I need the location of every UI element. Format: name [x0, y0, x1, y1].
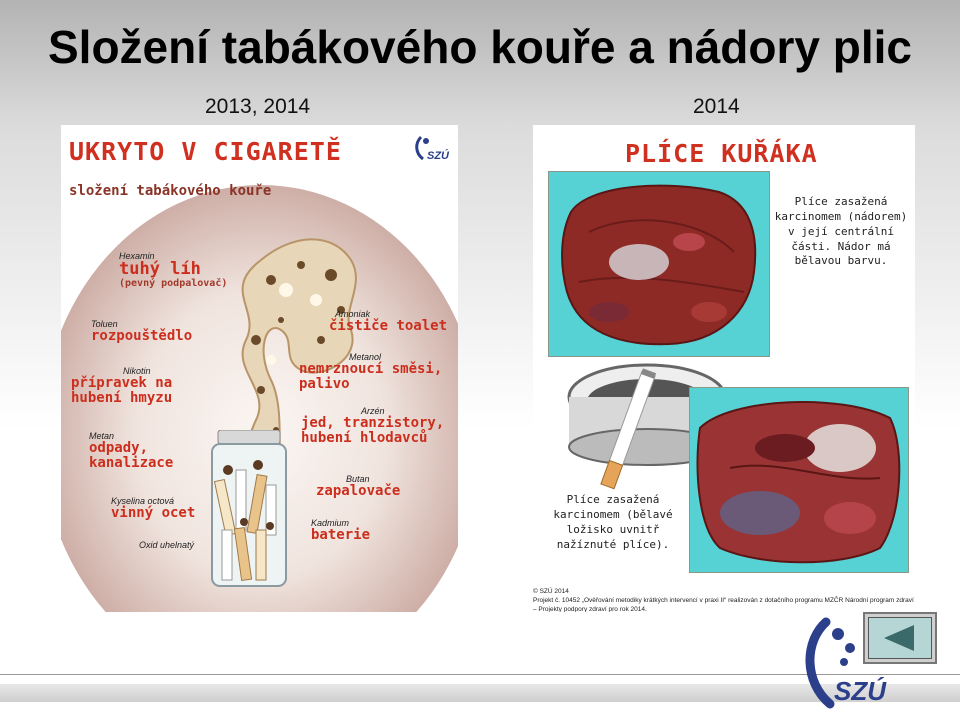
triangle-left-icon	[880, 623, 920, 653]
lung-note-central: Plíce zasažená karcinomem (nádorem) v její centrální části. Nádor má bělavou barvu.	[774, 195, 908, 268]
lung-photo-bottom	[689, 387, 909, 573]
poster-right-title: PLÍCE KUŘÁKA	[625, 139, 818, 168]
label-toluen: Toluen rozpouštědlo	[91, 319, 193, 345]
poster-left-subtitle: složení tabákového kouře	[69, 183, 272, 199]
burning-cigarette-image	[593, 365, 663, 495]
poster-hidden-in-cigarette	[61, 125, 458, 612]
label-arzen: Arzén jed, tranzistory, hubení hlodavců	[301, 406, 445, 447]
label-nikotin: Nikotin přípravek na hubení hmyzu	[71, 366, 173, 407]
label-kyselina-octova: Kyselina octová vinný ocet	[111, 496, 196, 522]
credit-line: © SZÚ 2014	[533, 588, 569, 595]
logo-text: SZÚ	[834, 676, 886, 706]
label-metan: Metan odpady, kanalizace	[89, 431, 174, 472]
szu-small-logo-icon	[411, 133, 455, 163]
label-kadmium: Kadmium baterie	[311, 518, 371, 544]
label-hexamin: Hexamin tuhý líh (pevný podpalovač)	[119, 251, 228, 290]
credit-line: Projekt č. 10452 „Ověřování metodiky krátkých intervencí v praxi II“ realizován z dotačního programu MZČR Národní program zdraví	[533, 596, 914, 604]
slide-title: Složení tabákového kouře a nádory plic	[47, 21, 912, 73]
credit-line: – Projekty podpory zdraví pro rok 2014.	[533, 605, 647, 612]
label-butan: Butan zapalovače	[316, 474, 401, 500]
svg-text:SZÚ: SZÚ	[427, 150, 449, 162]
poster-left-title: UKRYTO V CIGARETĚ	[69, 137, 342, 166]
subtitle-year-left: 2013, 2014	[205, 95, 311, 118]
lung-note-section: Plíce zasažená karcinomem (bělavé ložisko uvnitř nažíznuté plíce).	[553, 493, 673, 551]
label-metanol: Metanol nemrznoucí směsi, palivo	[299, 352, 443, 393]
lung-tissue-cut-image	[690, 388, 908, 572]
poster-credits	[533, 588, 915, 612]
poster-smokers-lungs	[533, 125, 915, 612]
subtitle-year-right: 2014	[693, 95, 740, 118]
lung-tissue-image	[549, 172, 769, 356]
label-oxid-uhelnaty: Oxid uhelnatý	[139, 540, 195, 550]
label-amoniak: Amoniak čističe toalet	[329, 309, 448, 335]
glass-jar-with-cigarette-butts-image	[208, 430, 290, 590]
lung-photo-top	[548, 171, 770, 357]
previous-slide-button[interactable]	[863, 612, 937, 664]
